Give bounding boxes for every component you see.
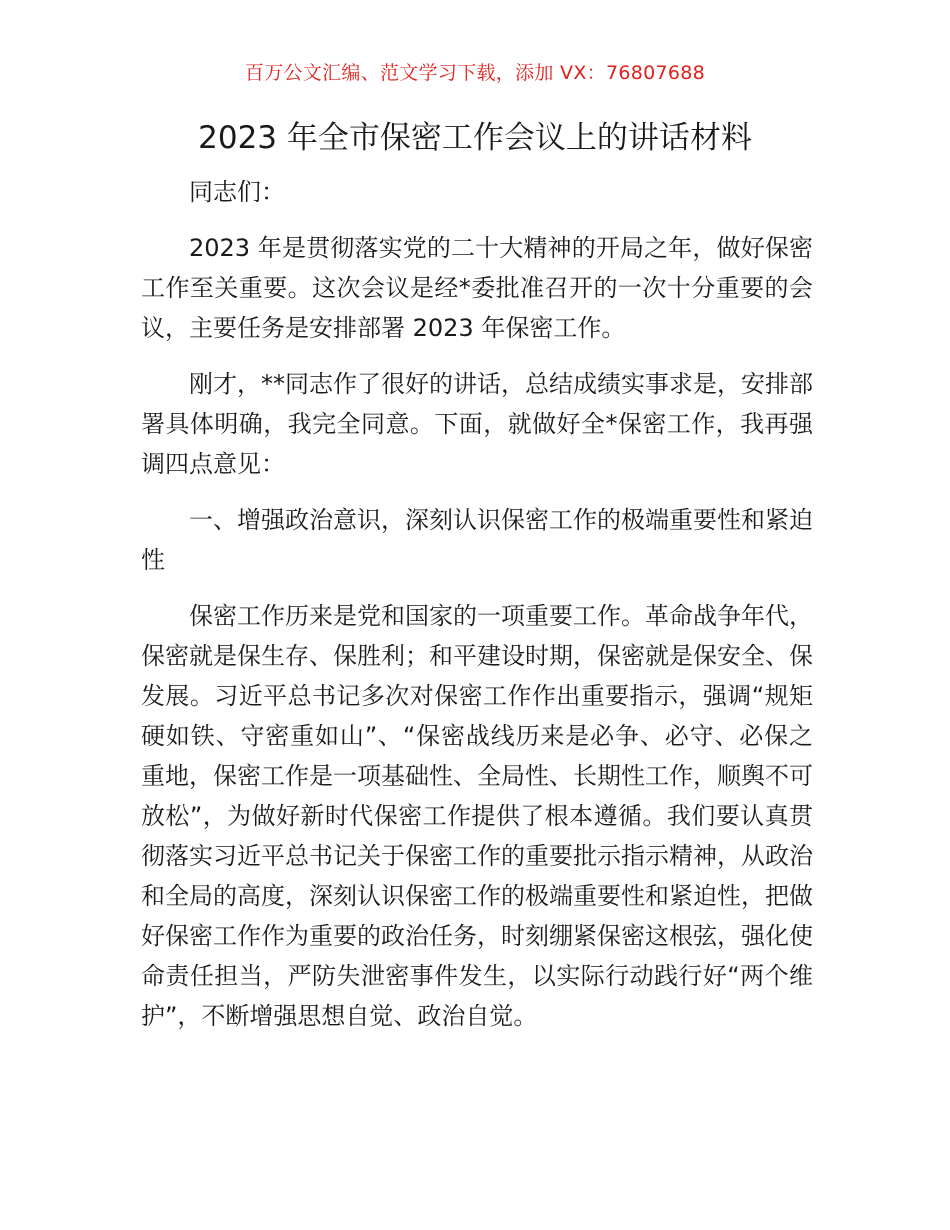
salutation: 同志们： <box>189 178 285 206</box>
section-heading-1: 一、增强政治意识，深刻认识保密工作的极端重要性和紧迫性 <box>141 506 813 574</box>
paragraph-transition: 刚才，**同志作了很好的讲话，总结成绩实事求是，安排部署具体明确，我完全同意。下面，就做好全*保密工作，我再强调四点意见： <box>141 370 813 478</box>
paragraph-section-1-body: 保密工作历来是党和国家的一项重要工作。革命战争年代，保密就是保生存、保胜利；和平建设时期，保密就是保安全、保发展。习近平总书记多次对保密工作作出重要指示，强调“规矩硬如铁、守密重如山”、“保密战线历来是必争、必守、必保之重地，保密工作是一项基础性、全局性、长期性工作，顺舆不可放松”，为做好新时代保密工作提供了根本遵循。我们要认真贯彻落实习近平总书记关于保密工作的重要批示指示精神，从政治和全局的高度，深刻认识保密工作的极端重要性和紧迫性，把做好保密工作作为重要的政治任务，时刻绷紧保密这根弦，强化使命责任担当，严防失泄密事件发生，以实际行动践行好“两个维护”，不断增强思想自觉、政治自觉。 <box>141 602 813 1030</box>
document-body <box>141 172 813 1052</box>
document-title: 2023 年全市保密工作会议上的讲话材料 <box>198 120 752 156</box>
header-banner: 百万公文汇编、范文学习下载，添加 VX：76807688 <box>244 62 706 84</box>
paragraph-intro: 2023 年是贯彻落实党的二十大精神的开局之年，做好保密工作至关重要。这次会议是经*委批准召开的一次十分重要的会议，主要任务是安排部署 2023 年保密工作。 <box>141 234 813 342</box>
